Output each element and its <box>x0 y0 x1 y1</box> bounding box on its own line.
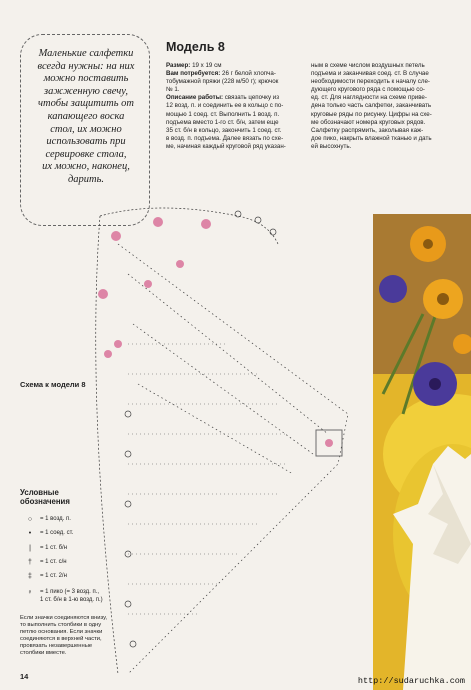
intro-text <box>25 48 147 187</box>
legend-item <box>20 589 99 596</box>
legend-text: = 1 ст. 2/н <box>40 573 67 579</box>
need-line: № 1. <box>166 86 180 94</box>
right-line: подъема и заканчивая соед. ст. В случае <box>311 70 429 78</box>
need-line: тобумажной пряжи (228 м/50 г); крючок <box>166 78 279 86</box>
right-line: необходимости переходить к началу сле- <box>311 78 430 86</box>
intro-line: сервировке стола, <box>45 148 127 160</box>
desc-line: мощью 1 соед. ст. Выполнить 1 возд. п. <box>166 110 280 118</box>
intro-line: Маленькие салфетки <box>38 48 134 59</box>
note-line: столбики вместе. <box>20 650 67 657</box>
desc-label: Описание работы: <box>166 94 224 102</box>
legend-text: 1 ст. б/н в 1-ю возд. п.) <box>40 597 103 603</box>
size-label: Размер: <box>166 62 191 69</box>
legend-symbol: • <box>28 530 32 537</box>
legend-symbol: ‡ <box>28 573 32 580</box>
note-line: петлю основания. Если значки <box>20 629 103 636</box>
note-line: провязать незавершенные <box>20 643 93 650</box>
legend-item <box>20 516 71 523</box>
note-line: то выполнить столбики в одну <box>20 622 102 629</box>
desc-line: 12 возд. п. и соединить ее в кольцо с по- <box>166 102 284 110</box>
legend-text: = 1 соед. ст. <box>40 530 74 536</box>
instructions-right <box>311 62 461 151</box>
intro-line: использовать при <box>46 136 126 148</box>
intro-line: дарить. <box>67 173 105 185</box>
right-line: ме обозначают номера круговых рядов. <box>311 118 426 126</box>
intro-line: стол, их можно <box>50 123 122 135</box>
need-label: Вам потребуется: <box>166 70 221 78</box>
legend-text: = 1 возд. п. <box>40 516 71 522</box>
legend-item <box>20 530 73 537</box>
desc-line: связать цепочку из <box>224 94 280 102</box>
intro-line: зажженную свечу, <box>43 85 129 97</box>
instructions-left <box>166 62 298 151</box>
legend-note <box>20 615 124 658</box>
schema-title: Схема к модели 8 <box>20 380 86 389</box>
legend-title-line: Условные <box>20 488 59 497</box>
legend-text: = 1 ст. с/н <box>40 559 67 565</box>
legend-symbol: ♀ <box>27 589 33 596</box>
model-title: Модель 8 <box>166 40 225 54</box>
note-line: Если значки соединяются внизу, <box>20 615 108 621</box>
intro-line: можно поставить <box>43 73 129 85</box>
legend-symbol: ○ <box>27 516 33 523</box>
intro-line: чтобы защитить от <box>38 98 134 110</box>
desc-line: подъема вместо 1-го ст. б/н, затем еще <box>166 118 279 126</box>
right-line: круговые ряды по рисунку. Цифры на схе- <box>311 110 432 118</box>
legend-item <box>20 545 67 552</box>
legend-item <box>20 559 67 566</box>
intro-line: всегда нужны: на них <box>37 60 135 72</box>
need-line: 26 г белой хлопча- <box>222 70 276 78</box>
legend-symbol: † <box>28 559 32 566</box>
right-line: дое пико, накрыть влажной тканью и дать <box>311 134 432 142</box>
size-value: 19 х 19 см <box>192 62 222 69</box>
intro-line: капающего воска <box>47 110 125 122</box>
legend-title-line: обозначения <box>20 497 70 506</box>
intro-line: их можно, наконец, <box>42 161 130 173</box>
legend-item <box>20 573 67 580</box>
legend-title <box>20 488 70 506</box>
desc-line: 35 ст. б/н в кольцо, закончить 1 соед. ст. <box>166 126 282 134</box>
note-line: соединяются в верхней части, <box>20 636 102 643</box>
desc-line: ме, начиная каждый круговой ряд указан- <box>166 142 286 150</box>
doily-photo <box>373 214 471 690</box>
right-line: ным в схеме числом воздушных петель <box>311 62 425 69</box>
legend-text: = 1 пико (= 3 возд. п., <box>40 589 100 595</box>
photo-illustration <box>373 214 471 690</box>
page-number: 14 <box>20 672 29 681</box>
right-line: ей высохнуть. <box>311 142 352 150</box>
legend-text: = 1 ст. б/н <box>40 545 68 551</box>
desc-line: в возд. п. подъема. Далее вязать по схе- <box>166 134 284 142</box>
right-line: дующего кругового ряда с помощью со- <box>311 86 425 94</box>
crochet-diagram <box>88 204 374 686</box>
right-line: Салфетку распрямить, заколывая каж- <box>311 126 424 134</box>
right-line: ед. ст. Для наглядности на схеме приве- <box>311 94 427 102</box>
legend-symbol: | <box>29 545 31 552</box>
legend-item <box>20 597 103 603</box>
watermark: http://sudaruchka.com <box>357 676 465 686</box>
right-line: дена только часть салфетки, заканчивать <box>311 102 432 110</box>
